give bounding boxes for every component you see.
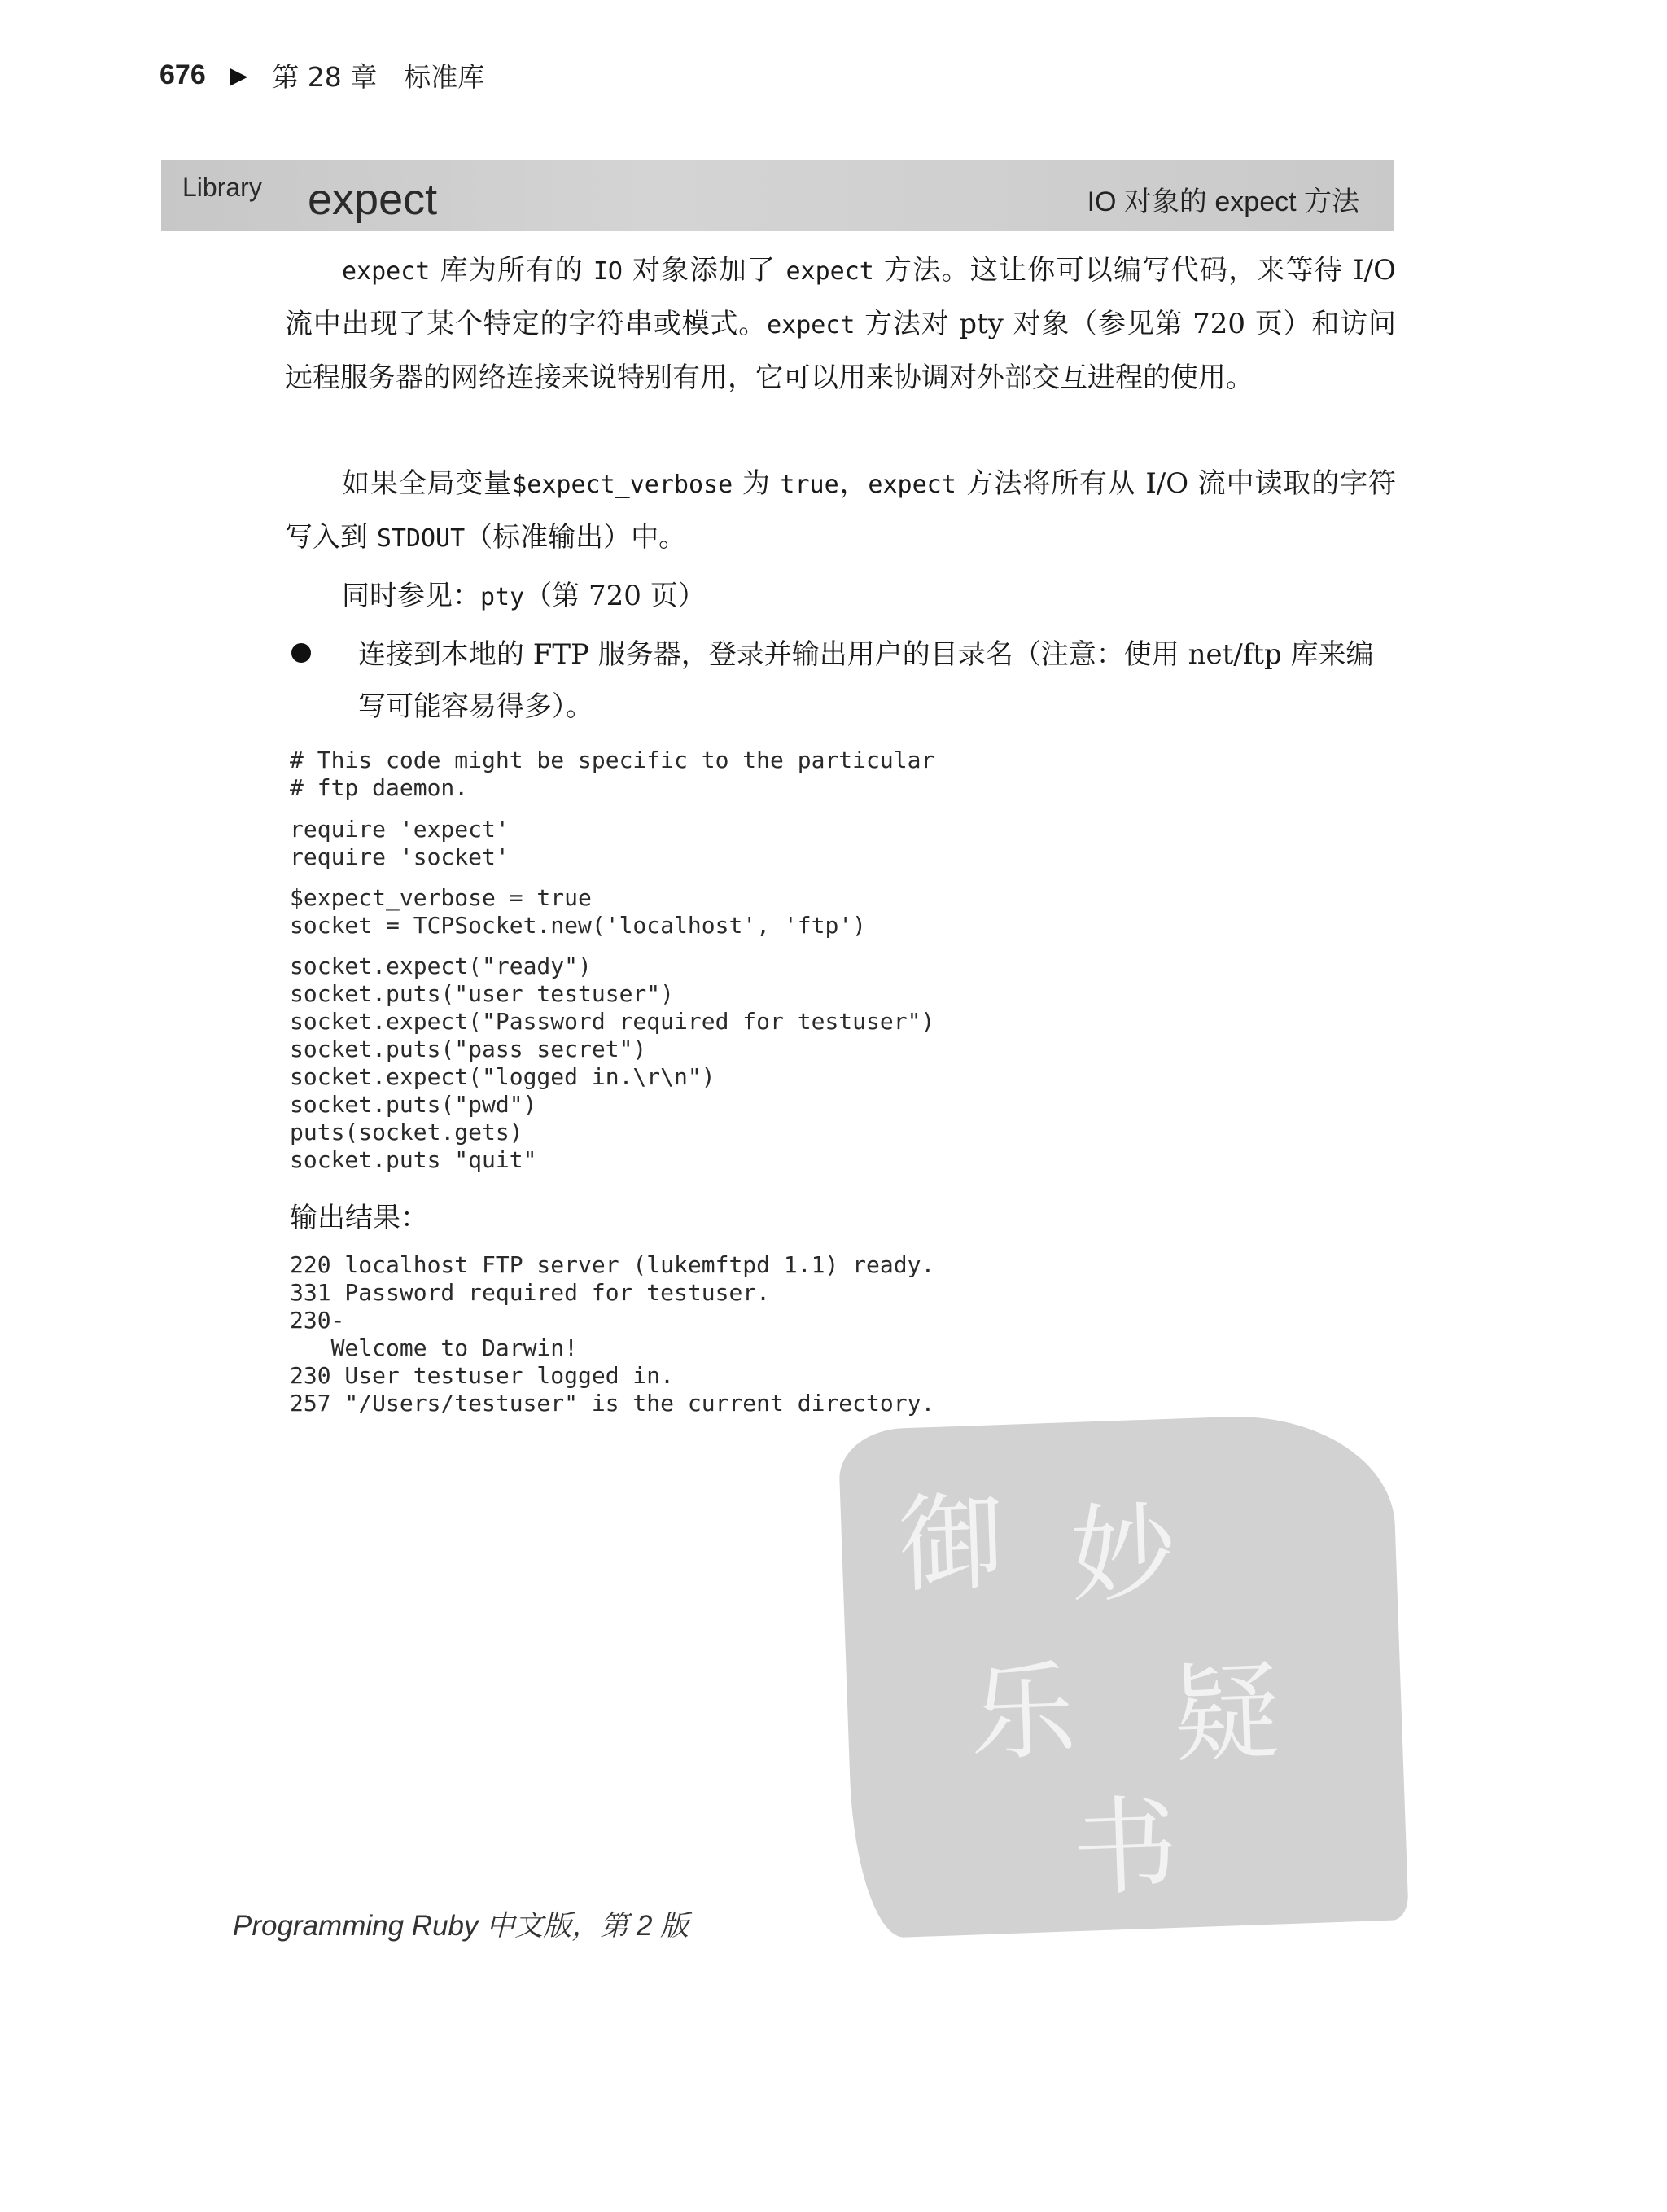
- text-run: 方法。这让你可以编写代码，来等待 I/O 流中出现了某个特定的字符串或模式。: [285, 254, 1396, 340]
- page-number: 676: [160, 59, 206, 90]
- page-header: [160, 55, 484, 94]
- text-run: （第 720 页）: [524, 580, 706, 612]
- seal-character: 疑: [1171, 1649, 1282, 1777]
- see-also-paragraph: [285, 570, 1396, 624]
- code-session-block: socket.expect("ready") socket.puts("user testuser") socket.expect("Password required for testuser") socket.puts("pass secret") socket.expect("logged in.\r\n") socket.puts("pwd") puts(socket.gets) socket.puts "quit": [290, 953, 935, 1173]
- seal-character: 乐: [967, 1649, 1079, 1776]
- inline-code: expect: [342, 257, 431, 286]
- play-arrow-icon: ▶: [230, 61, 248, 89]
- library-description: IO 对象的 expect 方法: [1087, 186, 1359, 217]
- seal-character: 书: [1070, 1783, 1181, 1912]
- code-comment-block: # This code might be specific to the particular # ftp daemon.: [290, 747, 935, 801]
- inline-code: expect: [767, 311, 855, 339]
- library-name: expect: [308, 175, 438, 224]
- output-block: 220 localhost FTP server (lukemftpd 1.1) ready. 331 Password required for testuser. 230- Welcome to Darwin! 230 User testuser logged in. 257 "/Users/testuser" is the current directory.: [290, 1251, 935, 1417]
- inline-code: STDOUT: [376, 524, 466, 553]
- text-run: 如果全局变量: [342, 467, 513, 500]
- intro-paragraph-2: [285, 458, 1396, 565]
- text-run: 对象添加了: [622, 254, 786, 287]
- library-label: Library: [182, 173, 262, 202]
- bullet-text: 连接到本地的 FTP 服务器，登录并输出用户的目录名（注意：使用 net/ftp 库来编写可能容易得多）。: [358, 638, 1374, 723]
- text-run: （标准输出）中。: [465, 521, 687, 554]
- text-run: 方法对 pty 对象（参见第 720 页）和访问远程服务器的网络连接来说特别有用，它可以用来协调对外部交互进程的使用。: [285, 308, 1396, 394]
- text-run: 同时参见：: [342, 580, 480, 612]
- text-run: 库为所有的: [430, 254, 593, 287]
- text-run: 为: [733, 467, 781, 500]
- seal-character: 御: [896, 1480, 1007, 1608]
- chapter-title: 第 28 章 标准库: [272, 60, 485, 93]
- code-require-block: require 'expect' require 'socket': [290, 816, 510, 870]
- inline-code: IO: [593, 257, 623, 286]
- output-label: 输出结果：: [290, 1202, 428, 1234]
- library-seal-stamp: [838, 1411, 1408, 1938]
- inline-code: expect: [868, 471, 956, 499]
- inline-code: expect: [785, 257, 874, 286]
- inline-code: $expect_verbose: [512, 471, 733, 499]
- seal-character: 妙: [1068, 1490, 1179, 1618]
- text-run: 方法将所有从 I/O 流中读取的字符写入到: [285, 467, 1397, 554]
- inline-code: true: [780, 471, 839, 499]
- code-setup-block: $expect_verbose = true socket = TCPSocket.new('localhost', 'ftp'): [290, 884, 867, 939]
- inline-code: pty: [480, 583, 525, 611]
- text-run: ，: [838, 467, 869, 500]
- book-footer: Programming Ruby 中文版，第 2 版: [233, 1910, 689, 1942]
- bullet-icon: [291, 643, 311, 663]
- library-title-bar: [161, 160, 1394, 231]
- intro-paragraph-1: [285, 244, 1396, 404]
